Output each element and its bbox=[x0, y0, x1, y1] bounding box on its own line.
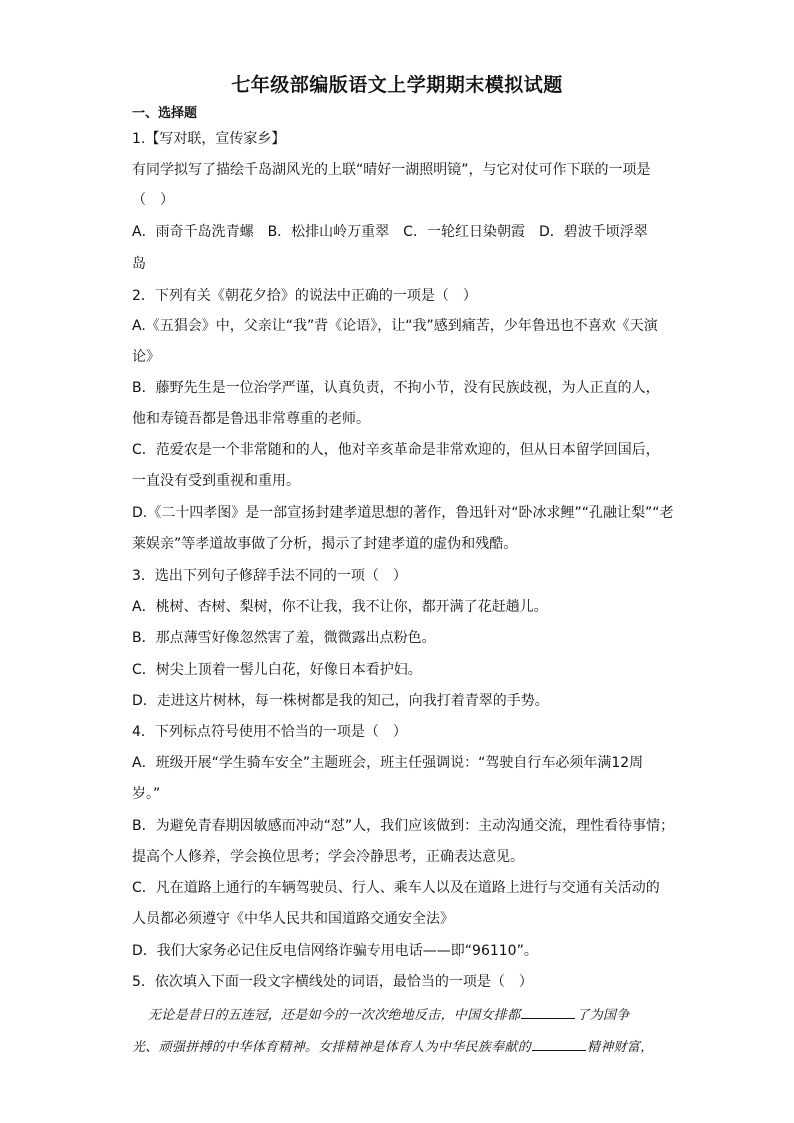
text-line: B．为避免青春期因敏感而冲动“怼”人，我们应该做到：主动沟通交流，理性看待事情； bbox=[132, 818, 675, 834]
passage-text: 光、顽强拼搏的中华体育精神。女排精神是体育人为中华民族奉献的 bbox=[132, 1040, 532, 1055]
page-title: 七年级部编版语文上学期期末模拟试题 bbox=[231, 74, 563, 96]
text-line: A.《五猖会》中，父亲让“我”背《论语》，让“我”感到痛苦，少年鲁迅也不喜欢《天演 bbox=[132, 318, 658, 334]
text-line: 1.【写对联，宣传家乡】 bbox=[132, 131, 286, 147]
text-line: C．范爱农是一个非常随和的人，他对辛亥革命是非常欢迎的，但从日本留学回国后， bbox=[132, 442, 660, 458]
text-line: 莱娱亲”等孝道故事做了分析，揭示了封建孝道的虚伪和残酷。 bbox=[132, 536, 518, 552]
text-line: B．那点薄雪好像忽然害了羞，微微露出点粉色。 bbox=[132, 630, 436, 646]
passage-text: 精神财富， bbox=[587, 1040, 654, 1055]
text-line: 有同学拟写了描绘千岛湖风光的上联“晴好一湖照明镜”，与它对仗可作下联的一项是 bbox=[132, 162, 651, 178]
text-line: C．树尖上顶着一髻儿白花，好像日本看护妇。 bbox=[132, 662, 422, 678]
passage-line bbox=[132, 1036, 654, 1058]
passage-line bbox=[148, 1004, 630, 1026]
text-line: B．藤野先生是一位治学严谨，认真负责，不拘小节，没有民族歧视，为人正直的人， bbox=[132, 380, 660, 396]
text-line: 3．选出下列句子修辞手法不同的一项（ ） bbox=[132, 568, 407, 584]
text-line: 论》 bbox=[132, 349, 160, 365]
text-line: 4．下列标点符号使用不恰当的一项是（ ） bbox=[132, 724, 407, 740]
passage-text: 无论是昔日的五连冠，还是如今的一次次绝地反击，中国女排都 bbox=[148, 1008, 521, 1023]
section-heading: 一、选择题 bbox=[132, 106, 198, 121]
text-line: 岛 bbox=[132, 256, 146, 272]
text-line: 提高个人修养，学会换位思考；学会冷静思考，正确表达意见。 bbox=[132, 849, 524, 865]
text-line: 人员都必须遵守《中华人民共和国道路交通安全法》 bbox=[132, 911, 454, 927]
passage-text: 了为国争 bbox=[576, 1008, 630, 1023]
fill-blank bbox=[532, 1036, 586, 1051]
text-line: D．我们大家务必记住反电信网络诈骗专用电话——即“96110”。 bbox=[132, 943, 538, 959]
text-line: 他和寿镜吾都是鲁迅非常尊重的老师。 bbox=[132, 411, 370, 427]
text-line: C．凡在道路上通行的车辆驾驶员、行人、乘车人以及在道路上进行与交通有关活动的 bbox=[132, 880, 660, 896]
text-line: 5．依次填入下面一段文字横线处的词语，最恰当的一项是（ ） bbox=[132, 974, 533, 990]
text-line: A．班级开展“学生骑车安全”主题班会，班主任强调说：“驾驶自行车必须年满12周 bbox=[132, 755, 644, 771]
text-line: D.《二十四孝图》是一部宣扬封建孝道思想的著作，鲁迅针对“卧冰求鲤”“孔融让梨”“老 bbox=[132, 505, 674, 521]
fill-blank bbox=[521, 1004, 575, 1019]
text-line: A．雨奇千岛洗青螺 B．松排山岭万重翠 C．一轮红日染朝霞 D．碧波千顷浮翠 bbox=[132, 224, 648, 240]
text-line: 岁。” bbox=[132, 786, 161, 802]
text-line: 2．下列有关《朝花夕拾》的说法中正确的一项是（ ） bbox=[132, 288, 477, 304]
text-line: 一直没有受到重视和重用。 bbox=[132, 473, 300, 489]
text-line: A．桃树、杏树、梨树，你不让我，我不让你，都开满了花赶趟儿。 bbox=[132, 599, 548, 615]
text-line: （ ） bbox=[132, 192, 174, 208]
text-line: D．走进这片树林，每一株树都是我的知己，向我打着青翠的手势。 bbox=[132, 693, 549, 709]
